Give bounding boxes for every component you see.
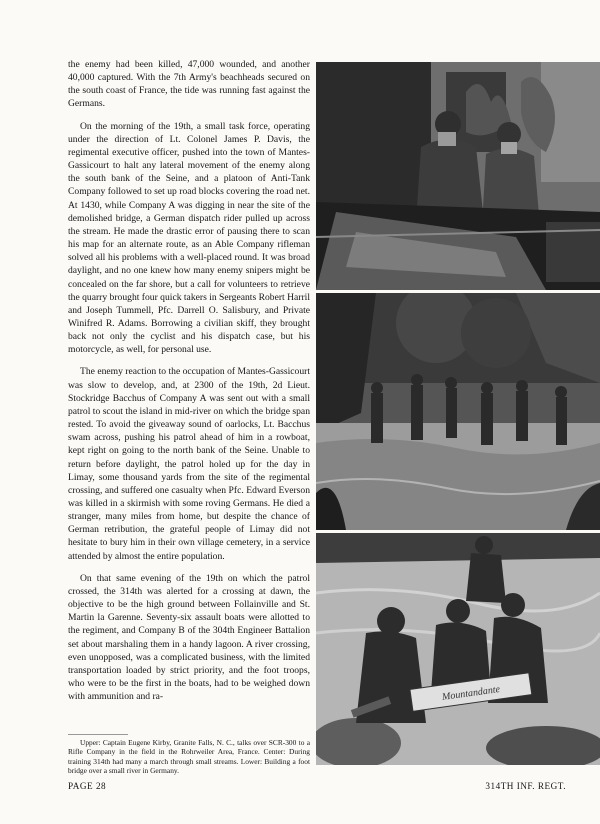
photo-lower-foot-bridge [316,533,600,765]
photo-caption: Upper: Captain Eugene Kirby, Granite Falls, N. C., talks over SCR-300 to a Rifle Company in the field in the Rohrweiler Area, France. Center: During training 314th had many a march through small streams. Lower: Building a foot bridge over a small river in Germany. [68,738,310,776]
caption-divider [68,734,128,735]
paragraph: On that same evening of the 19th on which the patrol crossed, the 314th was alerted for a crossing at dawn, the objective to be the high ground between Follainville and St. Martin la Garenne. Seventy-six assault boats were allotted to the regiment, and Company B of the 304th Engineer Battalion set about marshaling them in a handy lagoon. A river crossing, even unopposed, was a complicated business, with the limited transportation loaded by strict priority, and the foot troops, who were to be the first in the boats, had to be weighed down with ammunition and ra- [68,572,310,703]
running-footer-unit: 314TH INF. REGT. [485,781,566,791]
plank-sign-text: Mountandante [441,683,501,704]
article-body [68,58,310,703]
paragraph: On the morning of the 19th, a small task force, operating under the direction of Lt. Colonel James P. Davis, the regimental executive officer, pushed into the town of Mantes-Gassicourt to halt any lateral movement of the enemy along the south bank of the Seine, and a platoon of Anti-Tank Company followed to set up road blocks covering the road net. At 1430, while Company A was digging in near the site of the demolished bridge, a German dispatch rider pulled up across the stream. He made the drastic error of pausing there to scan his map for an alternate route, as an Able Company rifleman solved all his problems with a well-placed round. It was broad daylight, and no one knew how many enemy snipers might be concealed on the far shore, but a call for volunteers to retrieve the quarry brought four quick takers in Sergeants Robert Harril and Joseph Tummell, Pfc. Darrell O. Salisbury, and Private Winifred R. Adams. Borrowing a civilian skiff, they brought back not only the cyclist and his dispatch case, but his motorcycle, as well, for personal use. [68,120,310,356]
paragraph: the enemy had been killed, 47,000 wounded, and another 40,000 captured. With the 7th Army's beachheads secured on the south coast of France, the tide was running fast against the Germans. [68,59,310,110]
photo-center-stream-march [316,293,600,530]
paragraph: The enemy reaction to the occupation of Mantes-Gassicourt was slow to develop, and, at 2300 of the 19th, 2d Lieut. Stockridge Bacchus of Company A was sent out with a small patrol to scout the island in mid-river on which the bridge span rested. To avoid the giveaway sound of oarlocks, Lt. Bacchus swam across, pushing his patrol ahead of him in a rowboat, kept right on going to the north bank of the Seine. Unable to return before daylight, the patrol holed up for the day in Limay, some thousand yards from the site of the regimental crossing, and suffered one casualty when Pfc. Edward Everson was killed in a skirmish with some roving Germans. He died a stranger, many miles from home, but despite the chance of German retribution, the grateful people of Limay did not hesitate to bury him in their own village cemetery, in a service attended by almost the entire population. [68,366,310,562]
photo-upper-radio-operator [316,62,600,290]
page-number: PAGE 28 [68,781,107,791]
